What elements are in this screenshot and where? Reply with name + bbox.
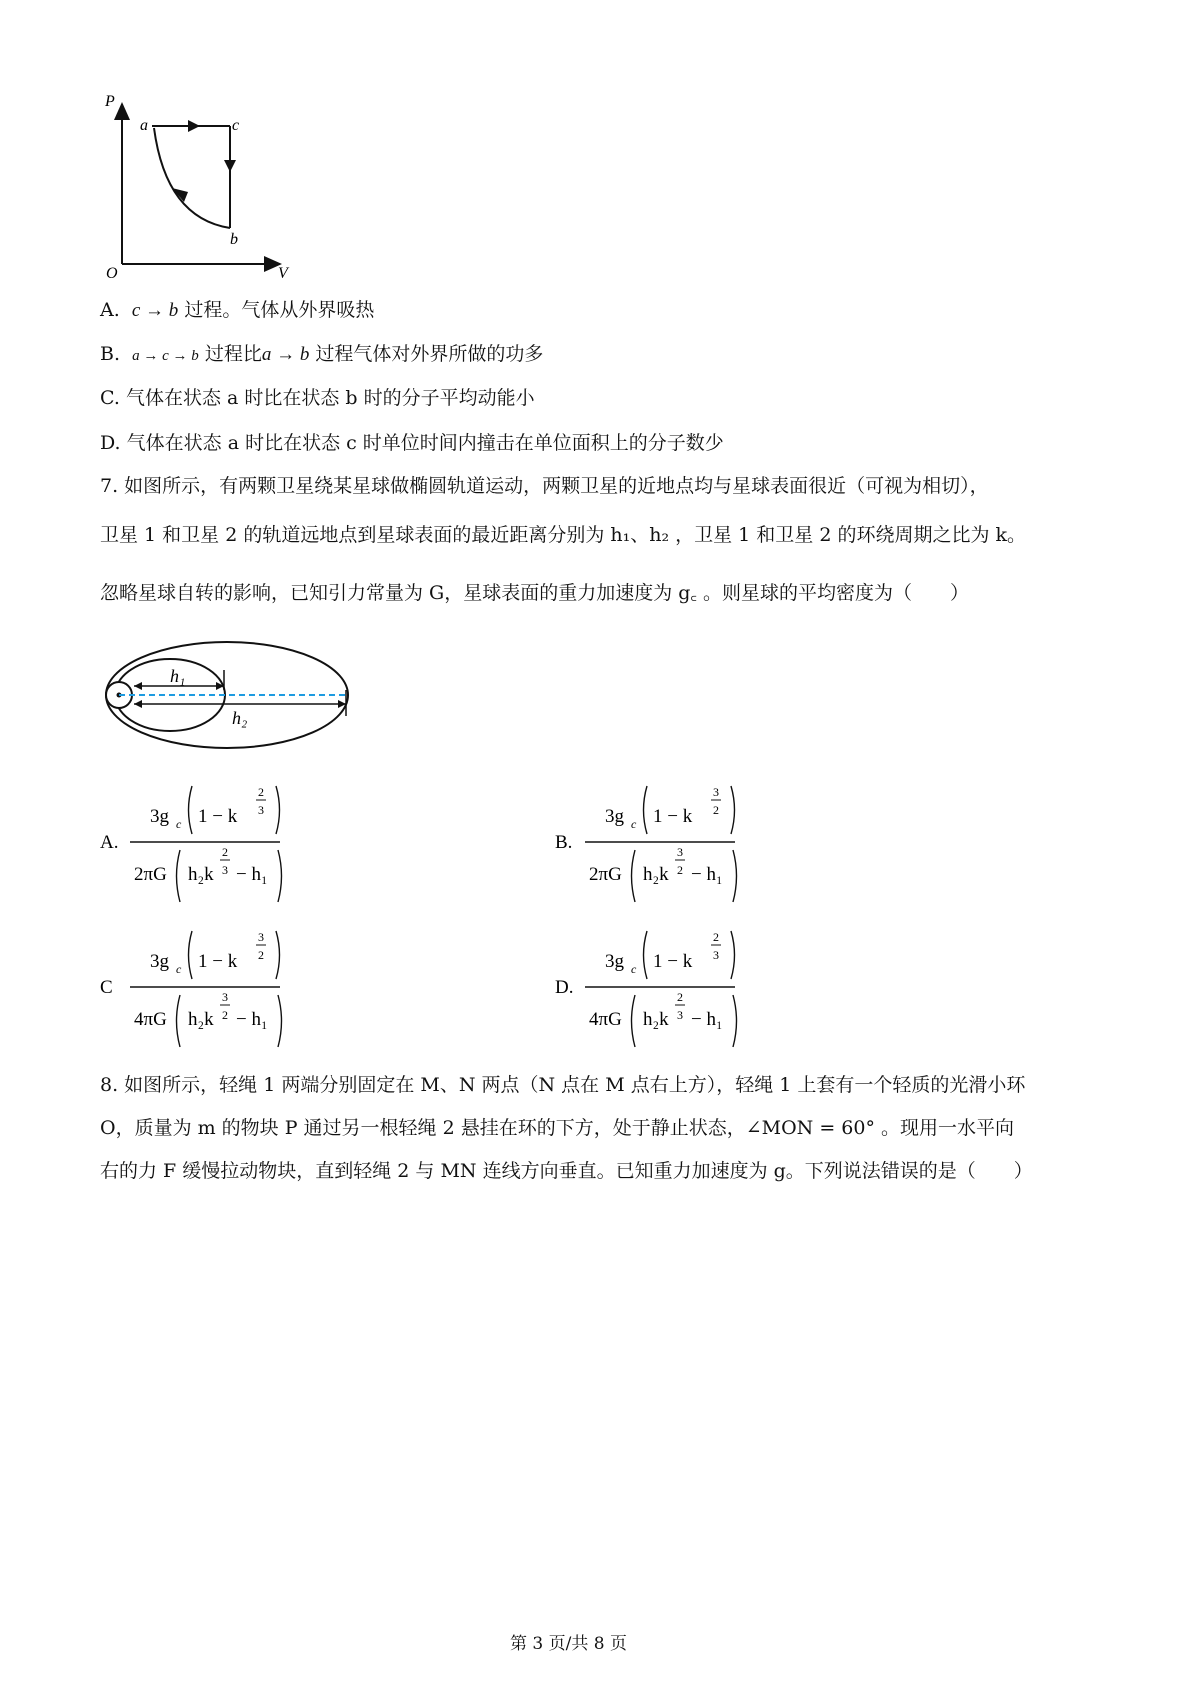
den-exp-numerator: 2 [222,845,228,859]
num-left-paren [644,786,648,834]
den-exp-denominator: 2 [222,1008,228,1022]
denominator-coef: 2πG [589,864,622,885]
page-footer: 第 3 页/共 8 页 [510,1634,627,1654]
pv-diagram [100,92,300,282]
q8-line-1: 8. 如图所示，轻绳 1 两端分别固定在 M、N 两点（N 点在 M 点右上方），轻绳 1 上套有一个轻质的光滑小环 [100,1074,1026,1096]
den-right-paren [733,850,737,902]
origin-label: O [106,265,118,282]
arrow-a-c-icon [188,120,200,132]
q6-option-c: C. 气体在状态 a 时比在状态 b 时的分子平均动能小 [100,387,535,409]
q7-option-a [100,780,300,910]
den-left-paren [177,850,181,902]
num-exp-denominator: 3 [713,948,719,962]
den-left-paren [177,995,181,1047]
q7-option-d [555,925,755,1055]
num-exp-numerator: 3 [258,930,264,944]
den-exp-denominator: 3 [677,1008,683,1022]
den-exp-numerator: 2 [677,990,683,1004]
option-letter: C [100,977,113,998]
numerator-sub: c [631,817,637,831]
numerator-one-minus-k: 1 − k [653,806,693,827]
axis-v-label: V [278,265,288,282]
num-right-paren [276,786,280,834]
num-left-paren [189,931,193,979]
denominator-coef: 4πG [589,1009,622,1030]
q6-option-b: B. a → c → b 过程比a → b 过程气体对外界所做的功多 [100,343,544,365]
q7-line-1: 7. 如图所示，有两颗卫星绕某星球做椭圆轨道运动，两颗卫星的近地点均与星球表面很近（可视为相切）， [100,475,989,497]
denominator-h2k: h₂k [188,1009,214,1030]
den-left-paren [632,995,636,1047]
arrow-c-b-icon [224,160,236,172]
num-right-paren [731,786,735,834]
den-right-paren [278,850,282,902]
h2-label: h₂ [232,708,248,728]
num-exp-denominator: 2 [713,803,719,817]
q6-option-d: D. 气体在状态 a 时比在状态 c 时单位时间内撞击在单位面积上的分子数少 [100,432,724,454]
denominator-coef: 4πG [134,1009,167,1030]
option-letter: B. [555,832,573,853]
path-a-b-curve [154,128,230,228]
option-letter: A. [100,832,119,853]
q6-option-a: A. c → b 过程。气体从外界吸热 [100,299,375,321]
denominator-minus-h1: − h₁ [691,864,723,885]
num-right-paren [276,931,280,979]
numerator-one-minus-k: 1 − k [653,951,693,972]
den-right-paren [278,995,282,1047]
numerator-sub: c [176,817,182,831]
numerator-coef: 3g [150,951,169,972]
q8-line-3: 右的力 F 缓慢拉动物块，直到轻绳 2 与 MN 连线方向垂直。已知重力加速度为 g。下列说法错误的是（ ） [100,1160,1033,1182]
numerator-coef: 3g [605,806,624,827]
orbit-diagram [100,640,360,770]
h1-label: h₁ [170,666,186,686]
axis-p-label: P [105,93,115,110]
num-exp-denominator: 3 [258,803,264,817]
denominator-coef: 2πG [134,864,167,885]
numerator-coef: 3g [605,951,624,972]
den-exp-numerator: 3 [677,845,683,859]
den-exp-denominator: 3 [222,863,228,877]
point-c-label: c [232,117,240,134]
den-right-paren [733,995,737,1047]
denominator-minus-h1: − h₁ [236,864,268,885]
denominator-minus-h1: − h₁ [691,1009,723,1030]
den-left-paren [632,850,636,902]
numerator-one-minus-k: 1 − k [198,806,238,827]
point-b-label: b [230,231,238,248]
num-right-paren [731,931,735,979]
num-left-paren [644,931,648,979]
den-exp-denominator: 2 [677,863,683,877]
num-exp-numerator: 2 [713,930,719,944]
h2-arrow-left-icon [134,700,142,708]
numerator-sub: c [176,962,182,976]
q8-line-2: O，质量为 m 的物块 P 通过另一根轻绳 2 悬挂在环的下方，处于静止状态，∠MON = 60° 。现用一水平向 [100,1117,1014,1139]
num-exp-numerator: 2 [258,785,264,799]
option-letter: D. [555,977,574,998]
q7-line-2: 卫星 1 和卫星 2 的轨道远地点到星球表面的最近距离分别为 h₁、h₂ ，卫星 1 和卫星 2 的环绕周期之比为 k。 [100,524,1027,546]
num-exp-denominator: 2 [258,948,264,962]
q7-option-c [100,925,300,1055]
denominator-h2k: h₂k [188,864,214,885]
q7-line-3: 忽略星球自转的影响，已知引力常量为 G，星球表面的重力加速度为 g꜀ 。则星球的平均密度为（ ） [100,582,970,604]
numerator-sub: c [631,962,637,976]
numerator-one-minus-k: 1 − k [198,951,238,972]
point-a-label: a [140,117,148,134]
num-left-paren [189,786,193,834]
numerator-coef: 3g [150,806,169,827]
den-exp-numerator: 3 [222,990,228,1004]
num-exp-numerator: 3 [713,785,719,799]
denominator-minus-h1: − h₁ [236,1009,268,1030]
h1-arrow-left-icon [134,682,142,690]
denominator-h2k: h₂k [643,1009,669,1030]
denominator-h2k: h₂k [643,864,669,885]
q7-option-b [555,780,755,910]
